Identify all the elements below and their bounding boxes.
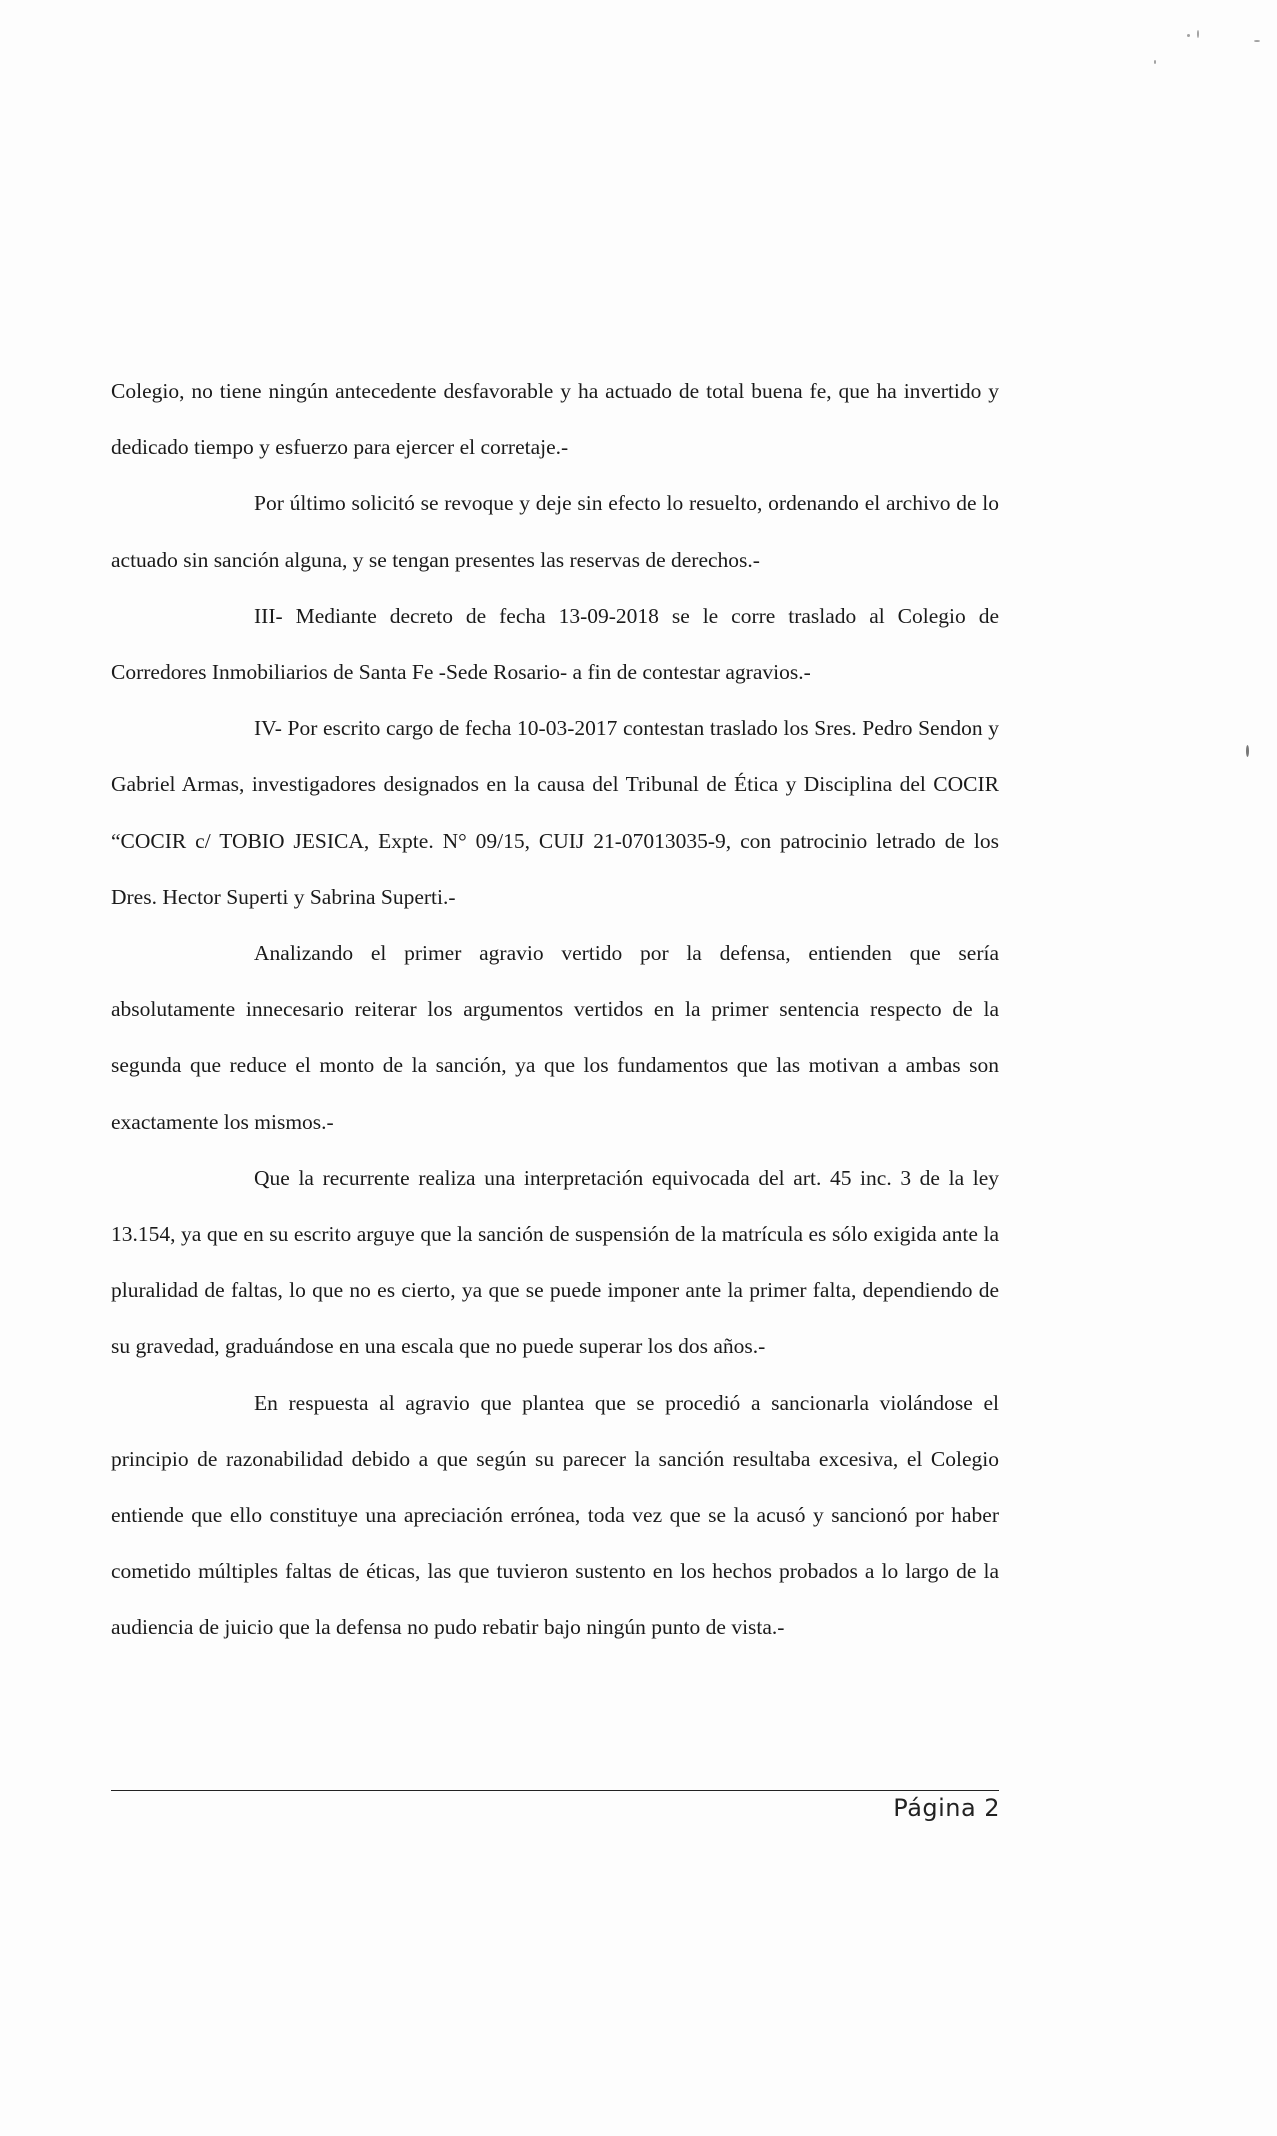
document-body (111, 363, 999, 1656)
paragraph: Analizando el primer agravio vertido por la defensa, entienden que sería absolutamente innecesario reiterar los argumentos vertidos en la primer sentencia respecto de la segunda que reduce el monto de la sanción, ya que los fundamentos que las motivan a ambas son exactamente los mismos.- (111, 941, 999, 1134)
paragraph: Que la recurrente realiza una interpretación equivocada del art. 45 inc. 3 de la ley 13.154, ya que en su escrito arguye que la sanción de suspensión de la matrícula es sólo exigida ante la pluralidad de faltas, lo que no es cierto, ya que se puede imponer ante la primer falta, dependiendo de su gravedad, graduándose en una escala que no puede superar los dos años.- (111, 1165, 999, 1359)
scan-speck (1246, 745, 1249, 757)
paragraph: IV- Por escrito cargo de fecha 10-03-2017 contestan traslado los Sres. Pedro Sendon y Gabriel Armas, investigadores designados en la causa del Tribunal de Ética y Disciplina del COCIR “COCIR c/ TOBIO JESICA, Expte. N° 09/15, CUIJ 21-07013035-9, con patrocinio letrado de los Dres. Hector Superti y Sabrina Superti.- (111, 716, 999, 909)
paragraph: III- Mediante decreto de fecha 13-09-2018 se le corre traslado al Colegio de Corredores Inmobiliarios de Santa Fe -Sede Rosario- a fin de contestar agravios.- (111, 603, 999, 685)
scan-speck (1154, 60, 1156, 64)
paragraph: Por último solicitó se revoque y deje sin efecto lo resuelto, ordenando el archivo de lo actuado sin sanción alguna, y se tengan presentes las reservas de derechos.- (111, 491, 999, 572)
paragraph: En respuesta al agravio que plantea que se procedió a sancionarla violándose el principio de razonabilidad debido a que según su parecer la sanción resultaba excesiva, el Colegio entiende que ello constituye una apreciación errónea, toda vez que se la acusó y sancionó por haber cometido múltiples faltas de éticas, las que tuvieron sustento en los hechos probados a lo largo de la audiencia de juicio que la defensa no pudo rebatir bajo ningún punto de vista.- (111, 1390, 999, 1640)
footer-divider (111, 1790, 999, 1791)
scan-speck (1187, 34, 1190, 37)
page-number (860, 1794, 1000, 1822)
scan-speck (1254, 40, 1260, 42)
page-number-value: 2 (984, 1794, 1000, 1822)
scan-speck (1197, 30, 1199, 38)
page-label: Página (893, 1794, 977, 1822)
paragraph: Colegio, no tiene ningún antecedente desfavorable y ha actuado de total buena fe, que ha invertido y dedicado tiempo y esfuerzo para ejercer el corretaje.- (111, 379, 999, 460)
